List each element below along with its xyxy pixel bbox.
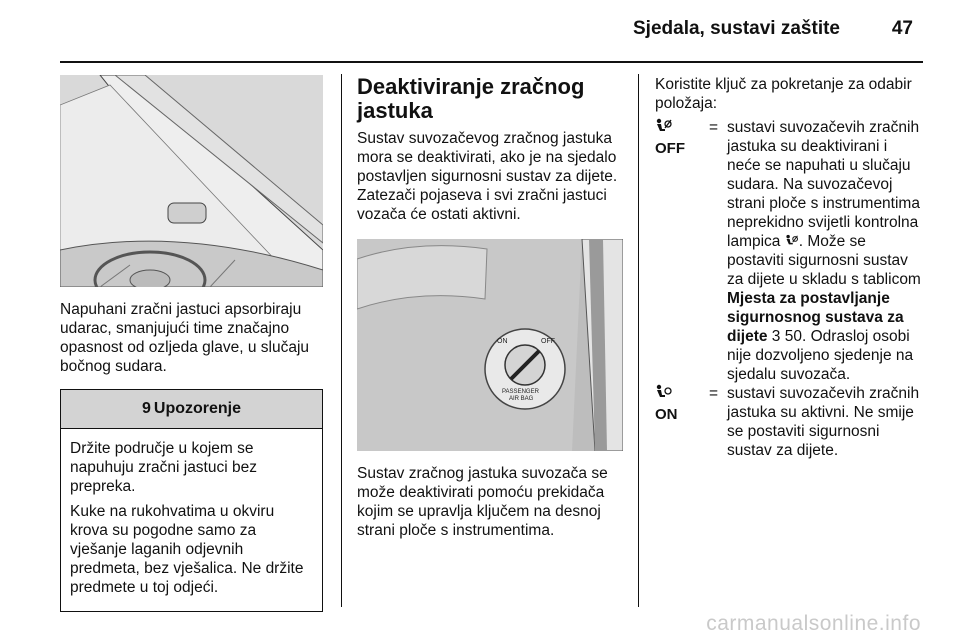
page-ref[interactable]: 50. [784, 328, 807, 345]
warning-box [60, 389, 323, 612]
warning-icon: 9 [141, 400, 151, 417]
item-text-end: Odrasloj osobi nije dozvoljeno sjedenje na sjedalu suvozača. [727, 328, 914, 383]
image-caption: Sustav zračnog jastuka suvozača se može deaktivirati pomoću prekidača kojim se upravlja ključem na desnoj strani ploče s instrumentima. [357, 465, 608, 539]
positions-intro: Koristite ključ za pokretanje za odabir položaja: [655, 76, 912, 112]
switch-passenger-label: PASSENGER [502, 389, 539, 395]
switch-on-label: ON [497, 338, 508, 345]
page-header-title: Sjedala, sustavi zaštite [633, 18, 840, 39]
column-3 [655, 75, 925, 460]
airbag-off-inline-icon [785, 234, 799, 247]
warning-paragraph-1: Držite područje u kojem se napuhuju zračni jastuci bez prepreka. [70, 440, 257, 495]
position-item-off [655, 118, 925, 384]
side-curtain-airbag-image [60, 75, 323, 287]
item-eq: = [709, 119, 719, 136]
position-item-on [655, 384, 925, 460]
airbag-off-icon [655, 118, 673, 134]
item-text-before: sustavi suvozačevih zračnih jastuka su deaktivirani i neće se napuhati u slučaju sudara. Na suvozačevoj strani ploče s instrumentima neprekidno svijetli kontrolna lampica [727, 119, 920, 250]
warning-body [61, 429, 322, 611]
header-rule [60, 61, 923, 63]
column-2 [357, 75, 623, 540]
child-seat-table-link[interactable]: Mjesta za postavljanje sigurnosnog sustava za dijete [727, 290, 904, 345]
item-symbol-label: ON [655, 406, 678, 423]
warning-title: Upozorenje [153, 400, 242, 417]
page-ref-icon: 3 [771, 328, 781, 345]
switch-off-label: OFF [541, 338, 555, 345]
item-symbol-label: OFF [655, 140, 685, 157]
item-eq: = [709, 385, 719, 402]
item-description: sustavi suvozačevih zračnih jastuka su aktivni. Ne smije se postaviti sigurnosni sustav za dijete. [727, 385, 920, 459]
column-1 [60, 75, 323, 612]
item-text-after: . Može se postaviti sigurnosni sustav za dijete u skladu s tablicom [727, 233, 921, 288]
section-title: Deaktiviranje zračnog jastuka [357, 74, 585, 123]
warning-header [61, 390, 322, 429]
section-intro: Sustav suvozačevog zračnog jastuka mora se deaktivirati, ako je na sjedalo postavljen sigurnosni sustav za dijete. Zatezači pojaseva i svi zračni jastuci vozača će ostati aktivni. [357, 130, 618, 223]
watermark: carmanualsonline.info [706, 612, 921, 635]
airbag-key-switch-image [357, 239, 623, 451]
side-airbag-paragraph: Napuhani zračni jastuci apsorbiraju udarac, smanjujući time značajno opasnost od ozljeda glave, u slučaju bočnog sudara. [60, 301, 310, 375]
airbag-on-icon [655, 384, 673, 400]
switch-airbag-label: AIR BAG [509, 396, 534, 402]
column-divider-1 [341, 74, 342, 607]
item-symbol [655, 384, 709, 460]
item-symbol [655, 118, 709, 384]
column-divider-2 [638, 74, 639, 607]
page-number: 47 [891, 18, 913, 39]
warning-paragraph-2: Kuke na rukohvatima u okviru krova su pogodne samo za vješanje laganih odjevnih predmeta, bez vješalica. Ne držite predmete u toj odjeći. [70, 503, 304, 596]
item-description [727, 118, 925, 384]
